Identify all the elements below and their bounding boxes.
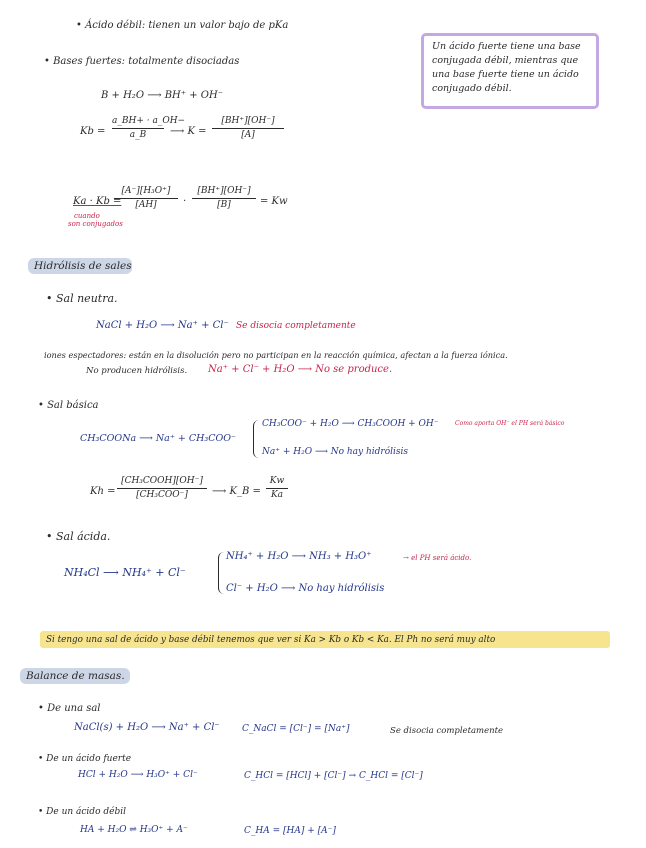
sal-basica-label: • Sal básica bbox=[38, 400, 99, 411]
nh4cl-equation: NH₄Cl ⟶ NH₄⁺ + Cl⁻ bbox=[64, 566, 186, 579]
sal-balance-note: Se disocia completamente bbox=[390, 726, 504, 736]
no-hidrolisis-text: No producen hidrólisis. bbox=[86, 366, 188, 376]
ch3coona-equation: CH₃COONa ⟶ Na⁺ + CH₃COO⁻ bbox=[80, 433, 237, 444]
kb-label: Kb = bbox=[80, 126, 106, 137]
balance-heading: Balance de masas. bbox=[26, 670, 125, 682]
kakb-fraction-1: [A⁻][H₃O⁺] [AH] bbox=[114, 186, 178, 211]
hcl-balance: C_HCl = [HCl] + [Cl⁻] → C_HCl = [Cl⁻] bbox=[244, 771, 423, 781]
kh-label: Kh = bbox=[90, 486, 116, 497]
k-fraction bbox=[212, 116, 284, 141]
basic-branch-2: Na⁺ + H₂O ⟶ No hay hidrólisis bbox=[262, 447, 409, 457]
kh-arrow: ⟶ K_B = bbox=[212, 486, 261, 497]
acido-fuerte-label: • De un ácido fuerte bbox=[38, 754, 132, 764]
sal-acida-label: • Sal ácida. bbox=[46, 530, 111, 543]
basic-branch-1-note: Como aporta OH⁻ el PH será básico bbox=[455, 420, 565, 427]
hcl-equation: HCl + H₂O ⟶ H₃O⁺ + Cl⁻ bbox=[78, 770, 198, 780]
highlighted-sentence: Si tengo una sal de ácido y base débil tenemos que ver si Ka > Kb o Kb < Ka. El Ph no será muy alto bbox=[46, 635, 496, 645]
kh-fraction: [CH₃COOH][OH⁻] [CH₃COO⁻] bbox=[117, 476, 207, 501]
kakb-dot: · bbox=[183, 196, 187, 207]
hidrolisis-heading: Hidrólisis de sales bbox=[34, 260, 132, 272]
basic-brace bbox=[253, 420, 259, 458]
kakb-result: = Kw bbox=[260, 196, 288, 207]
spectator-ions-line: iones espectadores: están en la disolución pero no participan en la reacción química, afectan a la fuerza iónica. bbox=[44, 350, 508, 360]
base-equation: B + H₂O ⟶ BH⁺ + OH⁻ bbox=[101, 90, 223, 101]
basic-branch-1: CH₃COO⁻ + H₂O ⟶ CH₃COOH + OH⁻ bbox=[262, 419, 439, 429]
acido-debil-label: • De un ácido débil bbox=[38, 807, 126, 817]
acid-brace bbox=[218, 552, 224, 594]
conjugate-note-1: cuando bbox=[74, 212, 100, 220]
ha-balance: C_HA = [HA] + [A⁻] bbox=[244, 826, 336, 836]
sal-equation: NaCl(s) + H₂O ⟶ Na⁺ + Cl⁻ bbox=[74, 722, 220, 733]
strong-bases-line: • Bases fuertes: totalmente disociadas bbox=[44, 56, 240, 67]
ka-kb-label: Ka · Kb = bbox=[73, 196, 122, 207]
nacl-note: Se disocia completamente bbox=[236, 321, 356, 331]
k-numerator: [BH⁺][OH⁻] bbox=[221, 116, 275, 126]
ha-equation: HA + H₂O ⇌ H₃O⁺ + A⁻ bbox=[80, 825, 188, 835]
acid-branch-1-note: → el PH será ácido. bbox=[403, 554, 472, 562]
conjugate-note-2: son conjugados bbox=[68, 220, 123, 228]
de-una-sal-label: • De una sal bbox=[38, 703, 101, 714]
k-denominator: [A] bbox=[241, 130, 255, 140]
sal-neutra-label: • Sal neutra. bbox=[46, 292, 118, 305]
nacl-equation: NaCl + H₂O ⟶ Na⁺ + Cl⁻ bbox=[96, 320, 229, 331]
weak-acid-line: • Ácido débil: tienen un valor bajo de pKa bbox=[76, 20, 289, 31]
sal-balance: C_NaCl = [Cl⁻] = [Na⁺] bbox=[242, 724, 350, 734]
kakb-fraction-2: [BH⁺][OH⁻] [B] bbox=[192, 186, 256, 211]
kb-denominator: a_B bbox=[129, 130, 147, 140]
acid-branch-2: Cl⁻ + H₂O ⟶ No hay hidrólisis bbox=[226, 583, 385, 594]
kb-numerator: a_BH+ · a_OH− bbox=[112, 116, 186, 126]
kb-fraction bbox=[112, 116, 186, 141]
kb-kw-fraction: Kw Ka bbox=[266, 476, 288, 501]
acid-branch-1: NH₄⁺ + H₂O ⟶ NH₃ + H₃O⁺ bbox=[226, 551, 372, 562]
no-hidrolisis-equation: Na⁺ + Cl⁻ + H₂O ⟶ No se produce. bbox=[208, 364, 393, 375]
note-box: Un ácido fuerte tiene una base conjugada débil, mientras que una base fuerte tiene un ácido conjugado débil. bbox=[421, 33, 599, 109]
kb-arrow: ⟶ K = bbox=[170, 126, 207, 137]
